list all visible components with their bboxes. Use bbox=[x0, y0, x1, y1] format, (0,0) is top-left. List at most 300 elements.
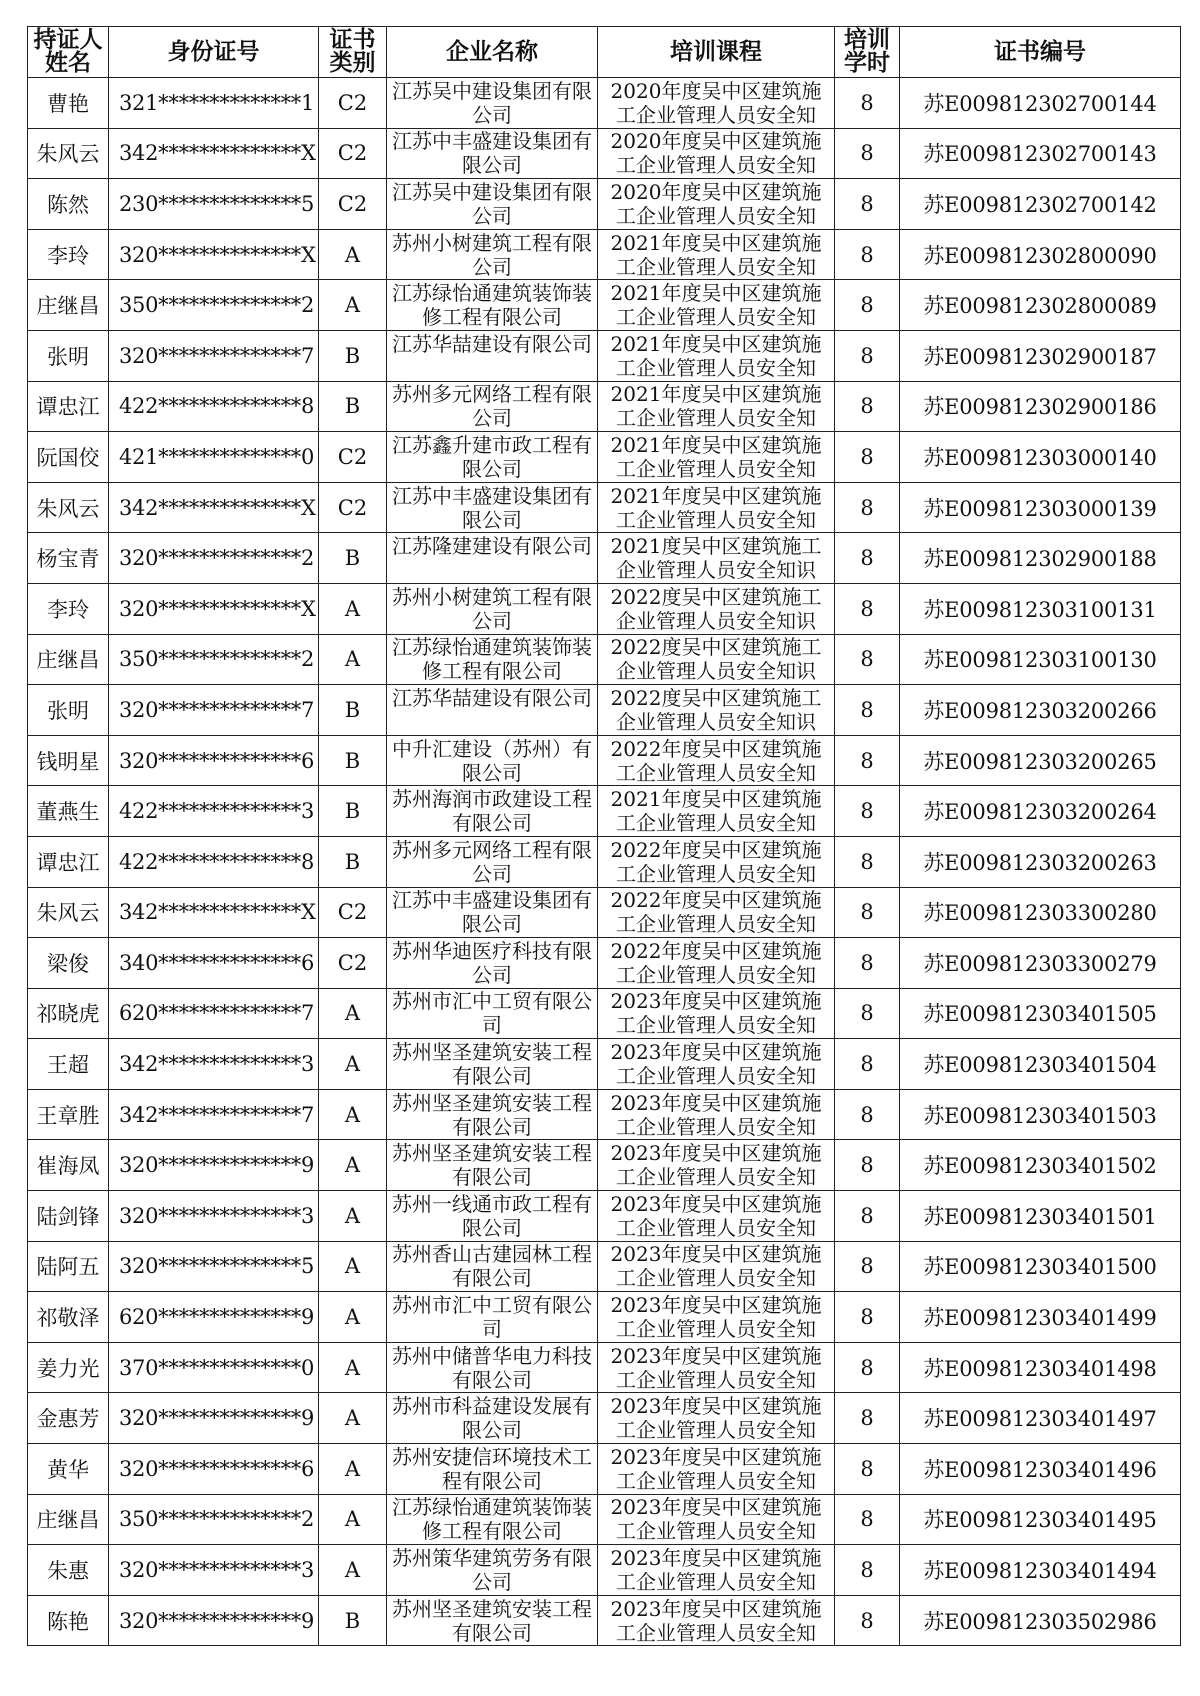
company-cell-text: 苏州中储普华电力科技有限公司 bbox=[392, 1343, 592, 1392]
company-cell-text: 苏州坚圣建筑安装工程有限公司 bbox=[392, 1596, 592, 1645]
holder-name-cell: 庄继昌 bbox=[28, 1494, 109, 1545]
company-cell-text: 江苏吴中建设集团有限公司 bbox=[392, 78, 592, 127]
id-number-cell: 321**************1 bbox=[109, 78, 319, 129]
course-cell-text: 2023年度吴中区建筑施工企业管理人员安全知 bbox=[610, 1394, 822, 1443]
id-number-cell: 342**************3 bbox=[109, 1039, 319, 1090]
course-cell-text: 2021年度吴中区建筑施工企业管理人员安全知 bbox=[610, 331, 822, 380]
company-cell-text: 江苏中丰盛建设集团有限公司 bbox=[392, 483, 592, 532]
id-number-cell: 320**************7 bbox=[109, 330, 319, 381]
hours-cell: 8 bbox=[835, 1191, 900, 1242]
course-cell-text: 2022年度吴中区建筑施工企业管理人员安全知 bbox=[610, 837, 822, 886]
course-cell bbox=[598, 1342, 835, 1393]
holder-name-cell: 陆阿五 bbox=[28, 1241, 109, 1292]
company-cell bbox=[387, 634, 598, 685]
course-cell-text: 2023年度吴中区建筑施工企业管理人员安全知 bbox=[610, 1343, 822, 1392]
cert-type-cell: A bbox=[319, 229, 387, 280]
cert-number-cell: 苏E009812303100131 bbox=[900, 583, 1181, 634]
id-number-cell: 320**************2 bbox=[109, 533, 319, 584]
table-row bbox=[28, 1342, 1181, 1393]
hours-cell: 8 bbox=[835, 1039, 900, 1090]
hours-cell: 8 bbox=[835, 1342, 900, 1393]
table-header bbox=[28, 27, 1181, 78]
cert-type-cell: B bbox=[319, 381, 387, 432]
course-cell bbox=[598, 1444, 835, 1495]
course-cell-text: 2023年度吴中区建筑施工企业管理人员安全知 bbox=[610, 989, 822, 1038]
cert-number-cell: 苏E009812302700143 bbox=[900, 128, 1181, 179]
hours-cell: 8 bbox=[835, 179, 900, 230]
hours-cell: 8 bbox=[835, 1494, 900, 1545]
cert-type-cell: B bbox=[319, 330, 387, 381]
course-cell-text: 2023年度吴中区建筑施工企业管理人员安全知 bbox=[610, 1293, 822, 1342]
company-cell-text: 江苏隆建建设有限公司 bbox=[392, 534, 592, 559]
holder-name-cell: 祁敬泽 bbox=[28, 1292, 109, 1343]
cert-type-cell: A bbox=[319, 1140, 387, 1191]
company-cell-text: 江苏绿怡通建筑装饰装修工程有限公司 bbox=[392, 1495, 592, 1544]
course-cell bbox=[598, 381, 835, 432]
table-row bbox=[28, 938, 1181, 989]
id-number-cell: 620**************7 bbox=[109, 988, 319, 1039]
course-cell-text: 2023年度吴中区建筑施工企业管理人员安全知 bbox=[610, 1040, 822, 1089]
cert-number-cell: 苏E009812303401500 bbox=[900, 1241, 1181, 1292]
company-cell-text: 江苏中丰盛建设集团有限公司 bbox=[392, 129, 592, 178]
id-number-cell: 422**************3 bbox=[109, 786, 319, 837]
company-cell bbox=[387, 533, 598, 584]
course-cell bbox=[598, 78, 835, 129]
course-cell bbox=[598, 1393, 835, 1444]
id-number-cell: 350**************2 bbox=[109, 1494, 319, 1545]
id-number-cell: 320**************6 bbox=[109, 735, 319, 786]
cert-type-cell: A bbox=[319, 1393, 387, 1444]
cert-number-cell: 苏E009812303200264 bbox=[900, 786, 1181, 837]
hours-cell: 8 bbox=[835, 786, 900, 837]
course-cell bbox=[598, 229, 835, 280]
cert-number-cell: 苏E009812302900186 bbox=[900, 381, 1181, 432]
course-cell-text: 2021年度吴中区建筑施工企业管理人员安全知 bbox=[610, 787, 822, 836]
id-number-cell: 342**************7 bbox=[109, 1089, 319, 1140]
company-cell bbox=[387, 280, 598, 331]
table-row bbox=[28, 1494, 1181, 1545]
header-holder-name: 持证人姓名 bbox=[28, 27, 109, 78]
hours-cell: 8 bbox=[835, 988, 900, 1039]
holder-name-cell: 陈艳 bbox=[28, 1595, 109, 1646]
table-row bbox=[28, 583, 1181, 634]
table-row bbox=[28, 1545, 1181, 1596]
table-row bbox=[28, 1191, 1181, 1242]
company-cell bbox=[387, 1191, 598, 1242]
course-cell-text: 2021年度吴中区建筑施工企业管理人员安全知 bbox=[610, 382, 822, 431]
id-number-cell: 320**************9 bbox=[109, 1393, 319, 1444]
id-number-cell: 342**************X bbox=[109, 887, 319, 938]
cert-number-cell: 苏E009812303100130 bbox=[900, 634, 1181, 685]
course-cell bbox=[598, 1494, 835, 1545]
holder-name-cell: 阮国佼 bbox=[28, 432, 109, 483]
course-cell-text: 2020年度吴中区建筑施工企业管理人员安全知 bbox=[610, 129, 822, 178]
cert-type-cell: A bbox=[319, 1089, 387, 1140]
id-number-cell: 320**************X bbox=[109, 229, 319, 280]
cert-type-cell: A bbox=[319, 1191, 387, 1242]
table-row bbox=[28, 229, 1181, 280]
cert-number-cell: 苏E009812303000139 bbox=[900, 482, 1181, 533]
holder-name-cell: 王章胜 bbox=[28, 1089, 109, 1140]
hours-cell: 8 bbox=[835, 1545, 900, 1596]
hours-cell: 8 bbox=[835, 1292, 900, 1343]
course-cell bbox=[598, 988, 835, 1039]
cert-number-cell: 苏E009812303300280 bbox=[900, 887, 1181, 938]
company-cell bbox=[387, 1595, 598, 1646]
company-cell bbox=[387, 1241, 598, 1292]
company-cell bbox=[387, 988, 598, 1039]
table-row bbox=[28, 78, 1181, 129]
cert-type-cell: C2 bbox=[319, 482, 387, 533]
company-cell-text: 苏州市汇中工贸有限公司 bbox=[392, 989, 592, 1038]
course-cell-text: 2022年度吴中区建筑施工企业管理人员安全知 bbox=[610, 938, 822, 987]
company-cell-text: 苏州坚圣建筑安装工程有限公司 bbox=[392, 1141, 592, 1190]
cert-type-cell: B bbox=[319, 735, 387, 786]
header-cert-number: 证书编号 bbox=[900, 27, 1181, 78]
company-cell-text: 苏州小树建筑工程有限公司 bbox=[392, 230, 592, 279]
course-cell bbox=[598, 1039, 835, 1090]
course-cell bbox=[598, 482, 835, 533]
company-cell bbox=[387, 1342, 598, 1393]
table-row bbox=[28, 634, 1181, 685]
cert-number-cell: 苏E009812303401498 bbox=[900, 1342, 1181, 1393]
table-row bbox=[28, 1241, 1181, 1292]
company-cell-text: 苏州市汇中工贸有限公司 bbox=[392, 1293, 592, 1342]
cert-type-cell: A bbox=[319, 1039, 387, 1090]
hours-cell: 8 bbox=[835, 1140, 900, 1191]
table-row bbox=[28, 280, 1181, 331]
cert-number-cell: 苏E009812303401496 bbox=[900, 1444, 1181, 1495]
hours-cell: 8 bbox=[835, 482, 900, 533]
id-number-cell: 422**************8 bbox=[109, 381, 319, 432]
course-cell-text: 2021年度吴中区建筑施工企业管理人员安全知 bbox=[610, 432, 822, 481]
id-number-cell: 320**************6 bbox=[109, 1444, 319, 1495]
id-number-cell: 342**************X bbox=[109, 482, 319, 533]
holder-name-cell: 王超 bbox=[28, 1039, 109, 1090]
table-body bbox=[28, 78, 1181, 1646]
company-cell bbox=[387, 381, 598, 432]
cert-number-cell: 苏E009812303300279 bbox=[900, 938, 1181, 989]
course-cell-text: 2020年度吴中区建筑施工企业管理人员安全知 bbox=[610, 179, 822, 228]
company-cell-text: 江苏华喆建设有限公司 bbox=[392, 685, 592, 710]
course-cell bbox=[598, 735, 835, 786]
hours-cell: 8 bbox=[835, 836, 900, 887]
course-cell bbox=[598, 938, 835, 989]
cert-number-cell: 苏E009812302900188 bbox=[900, 533, 1181, 584]
course-cell-text: 2023年度吴中区建筑施工企业管理人员安全知 bbox=[610, 1090, 822, 1139]
company-cell bbox=[387, 887, 598, 938]
cert-number-cell: 苏E009812303401495 bbox=[900, 1494, 1181, 1545]
hours-cell: 8 bbox=[835, 1444, 900, 1495]
company-cell-text: 江苏绿怡通建筑装饰装修工程有限公司 bbox=[392, 635, 592, 684]
course-cell bbox=[598, 887, 835, 938]
course-cell-text: 2023年度吴中区建筑施工企业管理人员安全知 bbox=[610, 1546, 822, 1595]
company-cell bbox=[387, 432, 598, 483]
table-row bbox=[28, 786, 1181, 837]
company-cell-text: 苏州策华建筑劳务有限公司 bbox=[392, 1546, 592, 1595]
table-row bbox=[28, 836, 1181, 887]
hours-cell: 8 bbox=[835, 432, 900, 483]
company-cell-text: 苏州香山古建园林工程有限公司 bbox=[392, 1242, 592, 1291]
course-cell-text: 2022年度吴中区建筑施工企业管理人员安全知 bbox=[610, 736, 822, 785]
company-cell bbox=[387, 786, 598, 837]
table-row bbox=[28, 482, 1181, 533]
course-cell bbox=[598, 786, 835, 837]
table-row bbox=[28, 988, 1181, 1039]
hours-cell: 8 bbox=[835, 381, 900, 432]
table-row bbox=[28, 1444, 1181, 1495]
holder-name-cell: 张明 bbox=[28, 330, 109, 381]
hours-cell: 8 bbox=[835, 128, 900, 179]
company-cell-text: 江苏华喆建设有限公司 bbox=[392, 331, 592, 356]
hours-cell: 8 bbox=[835, 533, 900, 584]
course-cell bbox=[598, 179, 835, 230]
cert-type-cell: C2 bbox=[319, 432, 387, 483]
company-cell bbox=[387, 78, 598, 129]
course-cell bbox=[598, 634, 835, 685]
table-row bbox=[28, 381, 1181, 432]
course-cell bbox=[598, 128, 835, 179]
company-cell bbox=[387, 1494, 598, 1545]
header-hours: 培训学时 bbox=[835, 27, 900, 78]
course-cell bbox=[598, 1292, 835, 1343]
cert-type-cell: C2 bbox=[319, 78, 387, 129]
id-number-cell: 620**************9 bbox=[109, 1292, 319, 1343]
id-number-cell: 350**************2 bbox=[109, 280, 319, 331]
cert-type-cell: A bbox=[319, 1241, 387, 1292]
company-cell bbox=[387, 330, 598, 381]
cert-number-cell: 苏E009812303401499 bbox=[900, 1292, 1181, 1343]
company-cell bbox=[387, 229, 598, 280]
cert-type-cell: A bbox=[319, 583, 387, 634]
company-cell bbox=[387, 735, 598, 786]
hours-cell: 8 bbox=[835, 735, 900, 786]
course-cell bbox=[598, 1595, 835, 1646]
holder-name-cell: 朱风云 bbox=[28, 482, 109, 533]
cert-number-cell: 苏E009812303401497 bbox=[900, 1393, 1181, 1444]
table-row bbox=[28, 735, 1181, 786]
holder-name-cell: 张明 bbox=[28, 685, 109, 736]
id-number-cell: 342**************X bbox=[109, 128, 319, 179]
holder-name-cell: 朱风云 bbox=[28, 887, 109, 938]
hours-cell: 8 bbox=[835, 330, 900, 381]
table-row bbox=[28, 1292, 1181, 1343]
company-cell-text: 苏州海润市政建设工程有限公司 bbox=[392, 787, 592, 836]
company-cell bbox=[387, 685, 598, 736]
company-cell-text: 江苏吴中建设集团有限公司 bbox=[392, 179, 592, 228]
cert-type-cell: C2 bbox=[319, 887, 387, 938]
cert-type-cell: A bbox=[319, 1444, 387, 1495]
holder-name-cell: 谭忠江 bbox=[28, 381, 109, 432]
course-cell bbox=[598, 1191, 835, 1242]
cert-type-cell: A bbox=[319, 1342, 387, 1393]
company-cell bbox=[387, 1545, 598, 1596]
header-course: 培训课程 bbox=[598, 27, 835, 78]
hours-cell: 8 bbox=[835, 1089, 900, 1140]
course-cell bbox=[598, 330, 835, 381]
company-cell-text: 苏州坚圣建筑安装工程有限公司 bbox=[392, 1090, 592, 1139]
company-cell-text: 苏州多元网络工程有限公司 bbox=[392, 382, 592, 431]
hours-cell: 8 bbox=[835, 685, 900, 736]
cert-number-cell: 苏E009812302700144 bbox=[900, 78, 1181, 129]
cert-number-cell: 苏E009812303000140 bbox=[900, 432, 1181, 483]
table-row bbox=[28, 1039, 1181, 1090]
cert-number-cell: 苏E009812303200265 bbox=[900, 735, 1181, 786]
id-number-cell: 350**************2 bbox=[109, 634, 319, 685]
hours-cell: 8 bbox=[835, 229, 900, 280]
holder-name-cell: 庄继昌 bbox=[28, 634, 109, 685]
hours-cell: 8 bbox=[835, 938, 900, 989]
id-number-cell: 320**************X bbox=[109, 583, 319, 634]
course-cell-text: 2023年度吴中区建筑施工企业管理人员安全知 bbox=[610, 1444, 822, 1493]
company-cell-text: 江苏中丰盛建设集团有限公司 bbox=[392, 888, 592, 937]
cert-type-cell: C2 bbox=[319, 179, 387, 230]
id-number-cell: 320**************9 bbox=[109, 1595, 319, 1646]
company-cell-text: 苏州一线通市政工程有限公司 bbox=[392, 1191, 592, 1240]
company-cell bbox=[387, 1140, 598, 1191]
id-number-cell: 370**************0 bbox=[109, 1342, 319, 1393]
holder-name-cell: 梁俊 bbox=[28, 938, 109, 989]
holder-name-cell: 姜力光 bbox=[28, 1342, 109, 1393]
cert-type-cell: B bbox=[319, 836, 387, 887]
company-cell bbox=[387, 1393, 598, 1444]
cert-number-cell: 苏E009812303200263 bbox=[900, 836, 1181, 887]
company-cell bbox=[387, 128, 598, 179]
company-cell bbox=[387, 1039, 598, 1090]
cert-number-cell: 苏E009812303401494 bbox=[900, 1545, 1181, 1596]
company-cell bbox=[387, 482, 598, 533]
holder-name-cell: 董燕生 bbox=[28, 786, 109, 837]
table-row bbox=[28, 887, 1181, 938]
id-number-cell: 320**************3 bbox=[109, 1545, 319, 1596]
holder-name-cell: 李玲 bbox=[28, 229, 109, 280]
id-number-cell: 422**************8 bbox=[109, 836, 319, 887]
holder-name-cell: 崔海凤 bbox=[28, 1140, 109, 1191]
cert-type-cell: A bbox=[319, 634, 387, 685]
cert-type-cell: A bbox=[319, 1545, 387, 1596]
hours-cell: 8 bbox=[835, 1241, 900, 1292]
company-cell-text: 苏州坚圣建筑安装工程有限公司 bbox=[392, 1040, 592, 1089]
header-cert-type: 证书类别 bbox=[319, 27, 387, 78]
course-cell-text: 2023年度吴中区建筑施工企业管理人员安全知 bbox=[610, 1596, 822, 1645]
cert-type-cell: A bbox=[319, 1494, 387, 1545]
company-cell bbox=[387, 836, 598, 887]
company-cell bbox=[387, 179, 598, 230]
holder-name-cell: 祁晓虎 bbox=[28, 988, 109, 1039]
cert-type-cell: A bbox=[319, 1292, 387, 1343]
holder-name-cell: 朱惠 bbox=[28, 1545, 109, 1596]
course-cell bbox=[598, 280, 835, 331]
table-row bbox=[28, 1595, 1181, 1646]
cert-type-cell: A bbox=[319, 280, 387, 331]
table-row bbox=[28, 533, 1181, 584]
course-cell-text: 2023年度吴中区建筑施工企业管理人员安全知 bbox=[610, 1242, 822, 1291]
course-cell-text: 2023年度吴中区建筑施工企业管理人员安全知 bbox=[610, 1191, 822, 1240]
holder-name-cell: 钱明星 bbox=[28, 735, 109, 786]
company-cell-text: 苏州多元网络工程有限公司 bbox=[392, 837, 592, 886]
hours-cell: 8 bbox=[835, 1595, 900, 1646]
id-number-cell: 320**************5 bbox=[109, 1241, 319, 1292]
company-cell-text: 苏州市科益建设发展有限公司 bbox=[392, 1394, 592, 1443]
cert-number-cell: 苏E009812302700142 bbox=[900, 179, 1181, 230]
id-number-cell: 340**************6 bbox=[109, 938, 319, 989]
course-cell bbox=[598, 685, 835, 736]
course-cell-text: 2021年度吴中区建筑施工企业管理人员安全知 bbox=[610, 281, 822, 330]
id-number-cell: 320**************7 bbox=[109, 685, 319, 736]
holder-name-cell: 陈然 bbox=[28, 179, 109, 230]
cert-type-cell: C2 bbox=[319, 938, 387, 989]
cert-type-cell: B bbox=[319, 533, 387, 584]
holder-name-cell: 庄继昌 bbox=[28, 280, 109, 331]
holder-name-cell: 黄华 bbox=[28, 1444, 109, 1495]
course-cell-text: 2020年度吴中区建筑施工企业管理人员安全知 bbox=[610, 78, 822, 127]
holder-name-cell: 杨宝青 bbox=[28, 533, 109, 584]
course-cell-text: 2021度吴中区建筑施工企业管理人员安全知识 bbox=[610, 534, 822, 583]
course-cell-text: 2023年度吴中区建筑施工企业管理人员安全知 bbox=[610, 1141, 822, 1190]
cert-number-cell: 苏E009812303200266 bbox=[900, 685, 1181, 736]
company-cell-text: 江苏绿怡通建筑装饰装修工程有限公司 bbox=[392, 281, 592, 330]
table-row bbox=[28, 685, 1181, 736]
hours-cell: 8 bbox=[835, 1393, 900, 1444]
cert-number-cell: 苏E009812302900187 bbox=[900, 330, 1181, 381]
hours-cell: 8 bbox=[835, 634, 900, 685]
header-row bbox=[28, 27, 1181, 78]
course-cell-text: 2021年度吴中区建筑施工企业管理人员安全知 bbox=[610, 483, 822, 532]
header-company: 企业名称 bbox=[387, 27, 598, 78]
holder-name-cell: 朱风云 bbox=[28, 128, 109, 179]
course-cell bbox=[598, 1089, 835, 1140]
course-cell-text: 2022度吴中区建筑施工企业管理人员安全知识 bbox=[610, 635, 822, 684]
cert-type-cell: B bbox=[319, 1595, 387, 1646]
company-cell bbox=[387, 1089, 598, 1140]
course-cell bbox=[598, 1241, 835, 1292]
course-cell-text: 2023年度吴中区建筑施工企业管理人员安全知 bbox=[610, 1495, 822, 1544]
hours-cell: 8 bbox=[835, 280, 900, 331]
cert-number-cell: 苏E009812303502986 bbox=[900, 1595, 1181, 1646]
course-cell-text: 2022度吴中区建筑施工企业管理人员安全知识 bbox=[610, 685, 822, 734]
table-row bbox=[28, 330, 1181, 381]
cert-number-cell: 苏E009812302800089 bbox=[900, 280, 1181, 331]
cert-type-cell: B bbox=[319, 786, 387, 837]
holder-name-cell: 曹艳 bbox=[28, 78, 109, 129]
cert-number-cell: 苏E009812303401505 bbox=[900, 988, 1181, 1039]
table-row bbox=[28, 1393, 1181, 1444]
hours-cell: 8 bbox=[835, 78, 900, 129]
course-cell bbox=[598, 836, 835, 887]
cert-number-cell: 苏E009812303401504 bbox=[900, 1039, 1181, 1090]
company-cell bbox=[387, 938, 598, 989]
company-cell-text: 中升汇建设（苏州）有限公司 bbox=[392, 736, 592, 785]
cert-type-cell: B bbox=[319, 685, 387, 736]
hours-cell: 8 bbox=[835, 887, 900, 938]
cert-number-cell: 苏E009812302800090 bbox=[900, 229, 1181, 280]
course-cell-text: 2022年度吴中区建筑施工企业管理人员安全知 bbox=[610, 888, 822, 937]
cert-number-cell: 苏E009812303401503 bbox=[900, 1089, 1181, 1140]
holder-name-cell: 金惠芳 bbox=[28, 1393, 109, 1444]
id-number-cell: 230**************5 bbox=[109, 179, 319, 230]
company-cell-text: 苏州小树建筑工程有限公司 bbox=[392, 584, 592, 633]
company-cell-text: 苏州安捷信环境技术工程有限公司 bbox=[392, 1444, 592, 1493]
course-cell bbox=[598, 1545, 835, 1596]
id-number-cell: 421**************0 bbox=[109, 432, 319, 483]
course-cell bbox=[598, 533, 835, 584]
table-row bbox=[28, 1089, 1181, 1140]
table-row bbox=[28, 432, 1181, 483]
company-cell bbox=[387, 1292, 598, 1343]
table-row bbox=[28, 128, 1181, 179]
course-cell bbox=[598, 583, 835, 634]
course-cell-text: 2022度吴中区建筑施工企业管理人员安全知识 bbox=[610, 584, 822, 633]
